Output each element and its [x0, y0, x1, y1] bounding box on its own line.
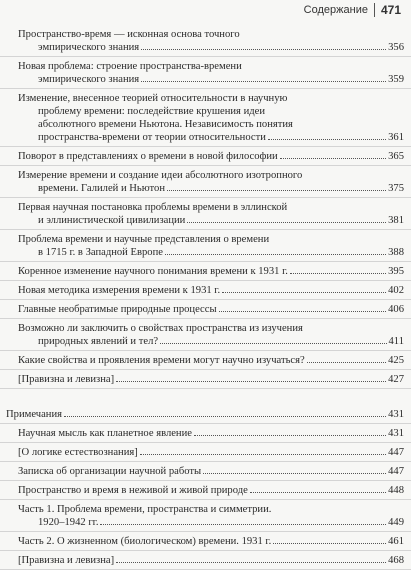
dot-leader: [116, 381, 386, 382]
dot-leader: [160, 343, 386, 344]
row-divider: [0, 229, 411, 230]
dot-leader: [250, 492, 386, 493]
dot-leader: [290, 273, 386, 274]
toc-page-number: 447: [388, 466, 404, 477]
header-divider: [374, 3, 375, 17]
row-divider: [0, 550, 411, 551]
row-divider: [0, 165, 411, 166]
toc-page-number: 468: [388, 555, 404, 566]
toc-page-number: 448: [388, 485, 404, 496]
toc-entry[interactable]: [0, 465, 411, 478]
toc-entry-line: Коренное изменение научного понимания времени к 1931 г.: [18, 266, 288, 277]
header-page-number: 471: [380, 3, 401, 17]
toc-entry[interactable]: [0, 265, 411, 278]
toc-entry[interactable]: [0, 503, 411, 529]
toc-page-number: 427: [388, 374, 404, 385]
toc-entry-line: Пространство и время в неживой и живой природе: [18, 485, 248, 496]
dot-leader: [273, 543, 386, 544]
row-divider: [0, 369, 411, 370]
toc-entry[interactable]: [0, 535, 411, 548]
dot-leader: [165, 254, 386, 255]
toc-page-number: 375: [388, 183, 404, 194]
toc-page-number: 431: [388, 409, 404, 420]
toc-page-number: 365: [388, 151, 404, 162]
row-divider: [0, 318, 411, 319]
toc-page-number: 356: [388, 42, 404, 53]
dot-leader: [280, 158, 386, 159]
row-divider: [0, 423, 411, 424]
toc-entry[interactable]: [0, 446, 411, 459]
row-divider: [0, 88, 411, 89]
toc-page-number: 359: [388, 74, 404, 85]
toc-entry-line: Записка об организации научной работы: [18, 466, 202, 477]
toc-entry-line: Главные необратимые природные процессы: [18, 304, 217, 315]
toc-entry-line: [Правизна и левизна]: [18, 555, 115, 566]
row-divider: [0, 350, 411, 351]
toc-entry-line: пространства-времени от теории относительности: [38, 132, 266, 143]
toc-entry-line: Проблема времени и научные представления о времени: [18, 234, 270, 245]
toc-entry-line: [О логике естествознания]: [18, 447, 138, 458]
toc-entry-line: Пространство-время — исконная основа точного: [18, 29, 240, 40]
row-divider: [0, 146, 411, 147]
toc-entry-line: Новая проблема: строение пространства-времени: [18, 61, 242, 72]
dot-leader: [307, 362, 386, 363]
dot-leader: [219, 311, 387, 312]
toc-entry-line: природных явлений и тел?: [38, 336, 159, 347]
row-divider: [0, 299, 411, 300]
row-divider: [0, 388, 411, 389]
dot-leader: [116, 562, 386, 563]
toc-entry-line: в 1715 г. в Западной Европе: [38, 247, 163, 258]
dot-leader: [268, 139, 386, 140]
toc-entry[interactable]: [0, 201, 411, 227]
toc-entry[interactable]: [0, 484, 411, 497]
running-header: [304, 0, 401, 20]
toc-entry-line: Изменение, внесенное теорией относительности в научную: [18, 93, 288, 104]
toc-page-number: 425: [388, 355, 404, 366]
toc-page-number: 447: [388, 447, 404, 458]
toc-entry-line: Новая методика измерения времени к 1931 г.: [18, 285, 221, 296]
toc-page-number: 402: [388, 285, 404, 296]
toc-entry[interactable]: [0, 303, 411, 316]
toc-page-number: 461: [388, 536, 404, 547]
toc-entry[interactable]: [0, 28, 411, 54]
dot-leader: [141, 49, 386, 50]
dot-leader: [140, 454, 386, 455]
toc-entry-line: времени. Галилей и Ньютон: [38, 183, 165, 194]
toc-entry-line: Часть 1. Проблема времени, пространства и симметрии.: [18, 504, 272, 515]
toc-page-number: 395: [388, 266, 404, 277]
toc-entry[interactable]: [0, 150, 411, 163]
toc-page-number: 406: [388, 304, 404, 315]
notes-heading-label: Примечания: [6, 409, 62, 420]
toc-entry-line: Часть 2. О жизненном (биологическом) времени. 1931 г.: [18, 536, 272, 547]
dot-leader: [187, 222, 386, 223]
toc-entry-line: Первая научная постановка проблемы времени в эллинской: [18, 202, 288, 213]
dot-leader: [194, 435, 386, 436]
dot-leader: [64, 416, 386, 417]
dot-leader: [100, 524, 386, 525]
dot-leader: [141, 81, 386, 82]
toc-entry-line: Какие свойства и проявления времени могут научно изучаться?: [18, 355, 305, 366]
toc-entry-line: абсолютного времени Ньютона. Независимость понятия: [38, 119, 293, 130]
toc-entry-line: Научная мысль как планетное явление: [18, 428, 192, 439]
toc-entry-line: и эллинистической цивилизации: [38, 215, 186, 226]
toc-entry[interactable]: [0, 284, 411, 297]
row-divider: [0, 499, 411, 500]
row-divider: [0, 56, 411, 57]
toc-entry-line: 1920–1942 гг.: [38, 517, 99, 528]
toc-page-number: 381: [388, 215, 404, 226]
toc-page-number: 431: [388, 428, 404, 439]
toc-entry-line: эмпирического знания: [38, 42, 140, 53]
toc-entry[interactable]: [0, 373, 411, 386]
row-divider: [0, 461, 411, 462]
toc-entry[interactable]: [0, 322, 411, 348]
toc-entry[interactable]: [0, 554, 411, 567]
row-divider: [0, 280, 411, 281]
toc-page-number: 449: [388, 517, 404, 528]
toc-entry-line: проблему времени: последействие крушения идеи: [38, 106, 266, 117]
toc-entry[interactable]: [0, 354, 411, 367]
row-divider: [0, 531, 411, 532]
toc-entry-line: [Правизна и левизна]: [18, 374, 115, 385]
row-divider: [0, 261, 411, 262]
header-title: Содержание: [303, 4, 368, 16]
row-divider: [0, 442, 411, 443]
toc-entry[interactable]: [0, 92, 411, 144]
toc-page-number: 388: [388, 247, 404, 258]
toc-entry[interactable]: [0, 169, 411, 195]
toc-entry-line: Поворот в представлениях о времени в новой философии: [18, 151, 278, 162]
toc-page-number: 411: [388, 336, 404, 347]
toc-entry[interactable]: [0, 60, 411, 86]
toc-entry-line: Возможно ли заключить о свойствах пространства из изучения: [18, 323, 303, 334]
toc-entry-line: Измерение времени и создание идеи абсолютного изотропного: [18, 170, 303, 181]
toc-entry-line: эмпирического знания: [38, 74, 140, 85]
toc-entry[interactable]: [0, 233, 411, 259]
dot-leader: [222, 292, 386, 293]
dot-leader: [167, 190, 386, 191]
toc-page-number: 361: [388, 132, 404, 143]
row-divider: [0, 480, 411, 481]
dot-leader: [203, 473, 386, 474]
toc-entry[interactable]: [0, 427, 411, 440]
row-divider: [0, 197, 411, 198]
